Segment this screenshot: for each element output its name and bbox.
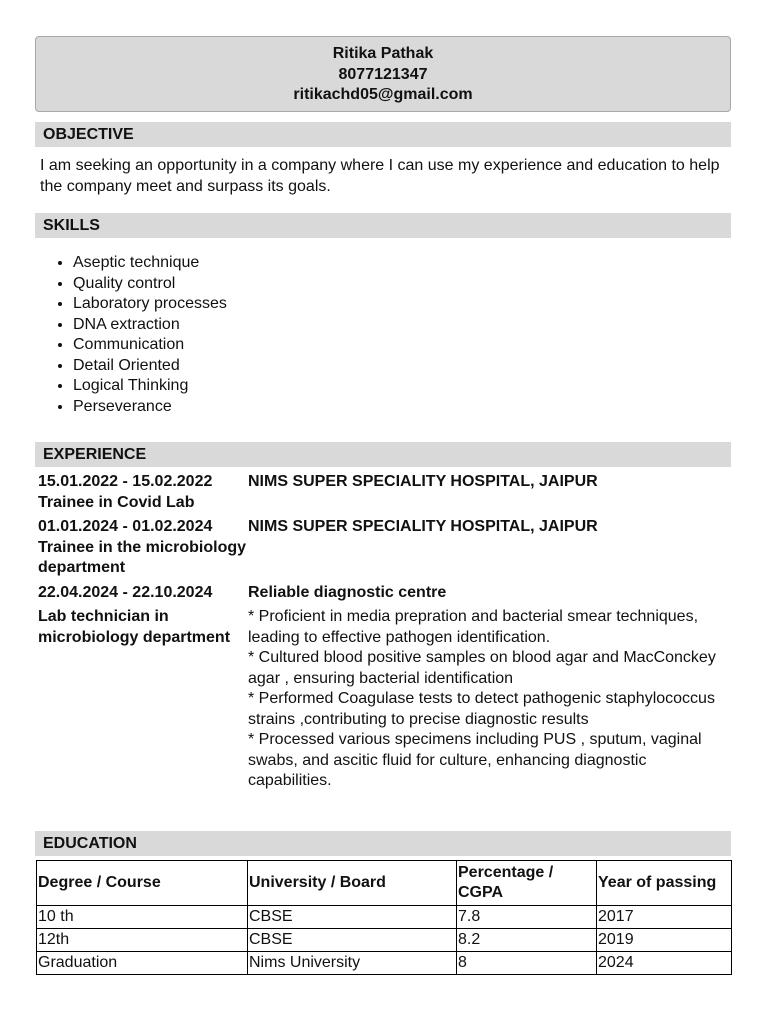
table-row bbox=[37, 952, 732, 975]
table-cell: Graduation bbox=[37, 952, 248, 975]
candidate-phone: 8077121347 bbox=[338, 65, 428, 83]
table-cell: CBSE bbox=[248, 906, 457, 929]
table-cell: 2024 bbox=[597, 952, 732, 975]
column-header: Year of passing bbox=[597, 861, 732, 906]
skill-item: • Detail Oriented bbox=[73, 356, 227, 377]
column-header: Percentage / CGPA bbox=[457, 861, 597, 906]
table-cell: Nims University bbox=[248, 952, 457, 975]
table-cell: 10 th bbox=[37, 906, 248, 929]
column-header: University / Board bbox=[248, 861, 457, 906]
skills-heading: SKILLS bbox=[35, 213, 731, 238]
experience-role: Lab technician in microbiology department bbox=[38, 608, 231, 646]
experience-dates: 22.04.2024 - 22.10.2024 bbox=[38, 583, 213, 601]
table-cell: 8.2 bbox=[457, 929, 597, 952]
skill-item: • Laboratory processes bbox=[73, 294, 227, 315]
experience-employer: Reliable diagnostic centre bbox=[248, 583, 447, 601]
experience-role: Trainee in the microbiology department bbox=[38, 538, 247, 576]
skill-item: • Aseptic technique bbox=[73, 253, 227, 274]
table-cell: 2017 bbox=[597, 906, 732, 929]
duty-item: * Proficient in media prepration and bacterial smear techniques, leading to effective pathogen identification. bbox=[248, 608, 699, 646]
experience-employer: NIMS SUPER SPECIALITY HOSPITAL, JAIPUR bbox=[248, 518, 598, 535]
table-row bbox=[37, 906, 732, 929]
education-table bbox=[36, 860, 732, 975]
table-cell: CBSE bbox=[248, 929, 457, 952]
experience-entry bbox=[38, 472, 731, 493]
skill-item: • DNA extraction bbox=[73, 315, 227, 336]
resume-header bbox=[35, 36, 731, 112]
education-header-row bbox=[37, 861, 732, 906]
experience-heading: EXPERIENCE bbox=[35, 442, 731, 467]
candidate-email: ritikachd05@gmail.com bbox=[293, 86, 473, 103]
education-heading: EDUCATION bbox=[35, 831, 731, 856]
table-row bbox=[37, 929, 732, 952]
experience-entry-detail bbox=[38, 603, 731, 792]
skills-list bbox=[40, 253, 227, 417]
duty-item: * Processed various specimens including PUS , sputum, vaginal swabs, and ascitic fluid for culture, enhancing diagnostic capabilities. bbox=[248, 731, 702, 789]
experience-table bbox=[38, 472, 731, 792]
table-cell: 8 bbox=[457, 952, 597, 975]
skill-item: • Quality control bbox=[73, 274, 227, 295]
experience-entry bbox=[38, 579, 731, 604]
table-cell: 12th bbox=[37, 929, 248, 952]
skill-item: • Communication bbox=[73, 335, 227, 356]
objective-text: I am seeking an opportunity in a company where I can use my experience and education to help the company meet and surpass its goals. bbox=[40, 157, 720, 195]
experience-entry bbox=[38, 513, 731, 538]
candidate-name: Ritika Pathak bbox=[332, 45, 434, 62]
experience-entry-detail bbox=[38, 538, 731, 579]
skill-item: • Logical Thinking bbox=[73, 376, 227, 397]
experience-dates: 15.01.2022 - 15.02.2022 bbox=[38, 473, 213, 490]
experience-role: Trainee in Covid Lab bbox=[38, 493, 195, 511]
table-cell: 2019 bbox=[597, 929, 732, 952]
column-header: Degree / Course bbox=[37, 861, 248, 906]
duty-item: * Cultured blood positive samples on blood agar and MacConckey agar , ensuring bacterial identification bbox=[248, 649, 716, 687]
duty-item: * Performed Coagulase tests to detect pathogenic staphylococcus strains ,contributing to precise diagnostic results bbox=[248, 690, 715, 728]
experience-duties bbox=[248, 603, 731, 792]
experience-employer: NIMS SUPER SPECIALITY HOSPITAL, JAIPUR bbox=[248, 473, 598, 490]
table-cell: 7.8 bbox=[457, 906, 597, 929]
skill-item: • Perseverance bbox=[73, 397, 227, 418]
experience-entry-detail bbox=[38, 493, 731, 514]
objective-heading: OBJECTIVE bbox=[35, 122, 731, 147]
experience-dates: 01.01.2024 - 01.02.2024 bbox=[38, 518, 213, 535]
